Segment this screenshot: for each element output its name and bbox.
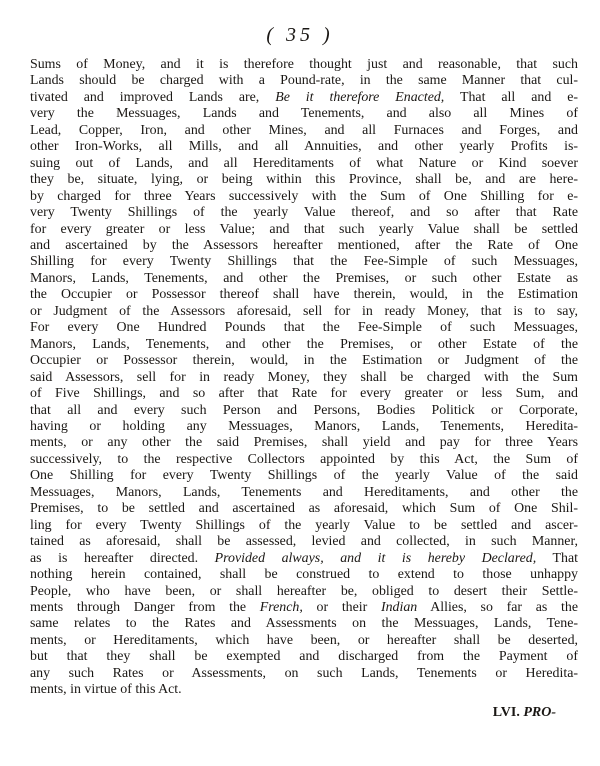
text-segment: That all and e-: [444, 89, 578, 105]
text-segment: as is hereafter directed.: [30, 550, 215, 566]
text-line: [30, 682, 578, 698]
text-line: [30, 57, 578, 73]
text-segment: suing out of Lands, and all Hereditaments of what Nature or Kind soever: [30, 155, 578, 171]
text-segment: other Iron-Works, all Mills, and all Annuities, and other yearly Profits is-: [30, 139, 578, 155]
text-segment: Premises, to be settled and ascertained as aforesaid, which Sum of One Shil-: [30, 501, 578, 517]
body-text: [30, 57, 578, 699]
text-segment: That: [536, 550, 578, 566]
italic-segment: French,: [259, 599, 303, 615]
text-line: [30, 254, 578, 270]
text-segment: Sums of Money, and it is therefore thought just and reasonable, that such: [30, 57, 578, 72]
text-line: [30, 485, 578, 501]
text-line: [30, 353, 578, 369]
text-line: [30, 649, 578, 665]
text-line: [30, 419, 578, 435]
text-segment: Manors, Lands, Tenements, and other the Premises, or such other Estate as: [30, 270, 578, 286]
text-line: [30, 156, 578, 172]
text-line: [30, 238, 578, 254]
text-line: [30, 304, 578, 320]
italic-segment: Indian: [380, 599, 418, 615]
text-segment: People, who have been, or shall hereafter be, obliged to desert their Settle-: [30, 583, 578, 599]
text-line: [30, 123, 578, 139]
text-line: [30, 106, 578, 122]
catchword-italic: PRO-: [523, 705, 556, 720]
text-line: [30, 172, 578, 188]
catchword: [493, 705, 556, 721]
text-line: [30, 666, 578, 682]
text-segment: One Shilling for every Twenty Shillings of the yearly Value of the said: [30, 468, 578, 484]
text-line: [30, 271, 578, 287]
text-line: [30, 287, 578, 303]
text-line: [30, 567, 578, 583]
catchword-prefix: LVI.: [492, 705, 524, 720]
text-segment: having or holding any Messuages, Manors, Lands, Tenements, Heredita-: [30, 418, 578, 434]
text-segment: any such Rates or Assessments, on such Lands, Tenements or Heredita-: [30, 665, 578, 681]
text-segment: tivated and improved Lands are,: [30, 89, 276, 105]
text-line: [30, 468, 578, 484]
text-line: [30, 501, 578, 517]
text-line: [30, 370, 578, 386]
text-segment: or Judgment of the Assessors aforesaid, sell for in ready Money, that is to say,: [30, 303, 578, 319]
text-line: [30, 139, 578, 155]
text-line: [30, 386, 578, 402]
text-segment: they be, situate, lying, or being within this Province, shall be, and are here-: [30, 172, 578, 188]
text-segment: Shilling for every Twenty Shillings that the Fee-Simple of such Messuages,: [30, 254, 578, 270]
text-line: [30, 90, 578, 106]
text-segment: but that they shall be exempted and discharged from the Payment of: [30, 649, 578, 665]
text-segment: by charged for three Years successively with the Sum of One Shilling for e-: [30, 188, 578, 204]
text-segment: successively, to the respective Collectors appointed by this Act, the Sum of: [30, 451, 578, 467]
text-line: [30, 435, 578, 451]
text-segment: ling for every Twenty Shillings of the yearly Value to be settled and ascer-: [30, 517, 578, 533]
text-segment: that all and every such Person and Persons, Bodies Politick or Corporate,: [30, 402, 578, 418]
page-number: ( 35 ): [266, 24, 334, 46]
text-line: [30, 452, 578, 468]
text-segment: said Assessors, sell for in ready Money, they shall be charged with the Sum: [30, 369, 578, 385]
text-segment: Manors, Lands, Tenements, and other the Premises, or other Estate of the: [30, 336, 578, 352]
text-segment: Occupier or Possessor therein, would, in the Estimation or Judgment of the: [30, 353, 578, 369]
text-line: [30, 518, 578, 534]
text-line: [30, 337, 578, 353]
text-segment: and ascertained by the Assessors hereafter mentioned, after the Rate of One: [30, 237, 578, 253]
text-line: [30, 534, 578, 550]
text-line: [30, 320, 578, 336]
text-segment: For every One Hundred Pounds that the Fee-Simple of such Messuages,: [30, 320, 578, 336]
text-segment: ments, or any other the said Premises, shall yield and pay for three Years: [30, 435, 578, 451]
text-segment: Lead, Copper, Iron, and other Mines, and all Furnaces and Forges, and: [30, 122, 578, 138]
text-segment: nothing herein contained, shall be construed to extend to those unhappy: [30, 567, 578, 583]
text-segment: ments, or Hereditaments, which have been, or hereafter shall be deserted,: [30, 632, 578, 648]
text-segment: of Five Shillings, and so after that Rate for every greater or less Sum, and: [30, 386, 578, 402]
text-segment: Lands should be charged with a Pound-rate, in the same Manner that cul-: [30, 73, 578, 89]
text-segment: or their: [302, 599, 381, 615]
text-line: [30, 584, 578, 600]
text-segment: same relates to the Rates and Assessments on the Messuages, Lands, Tene-: [30, 616, 578, 632]
text-segment: for every greater or less Value; and that such yearly Value shall be settled: [30, 221, 578, 237]
text-line: [30, 551, 578, 567]
text-segment: very Twenty Shillings of the yearly Value thereof, and so after that Rate: [30, 205, 578, 221]
text-segment: Messuages, Manors, Lands, Tenements and Hereditaments, and other the: [30, 484, 578, 500]
text-line: [30, 73, 578, 89]
text-segment: ments through Danger from the: [30, 599, 260, 615]
text-line: [30, 205, 578, 221]
italic-segment: Provided always, and it is hereby Declared,: [214, 550, 537, 566]
text-segment: Allies, so far as the: [417, 599, 578, 615]
text-line: [30, 616, 578, 632]
text-segment: ments, in virtue of this Act.: [30, 682, 182, 698]
text-line: [30, 403, 578, 419]
text-segment: very the Messuages, Lands and Tenements, and also all Mines of: [30, 106, 578, 122]
text-line: [30, 600, 578, 616]
text-segment: tained as aforesaid, shall be assessed, levied and collected, in such Manner,: [30, 534, 578, 550]
text-line: [30, 189, 578, 205]
text-line: [30, 633, 578, 649]
text-segment: the Occupier or Possessor thereof shall have therein, would, in the Estimation: [30, 287, 578, 303]
text-line: [30, 222, 578, 238]
italic-segment: Be it therefore Enacted,: [275, 89, 445, 105]
